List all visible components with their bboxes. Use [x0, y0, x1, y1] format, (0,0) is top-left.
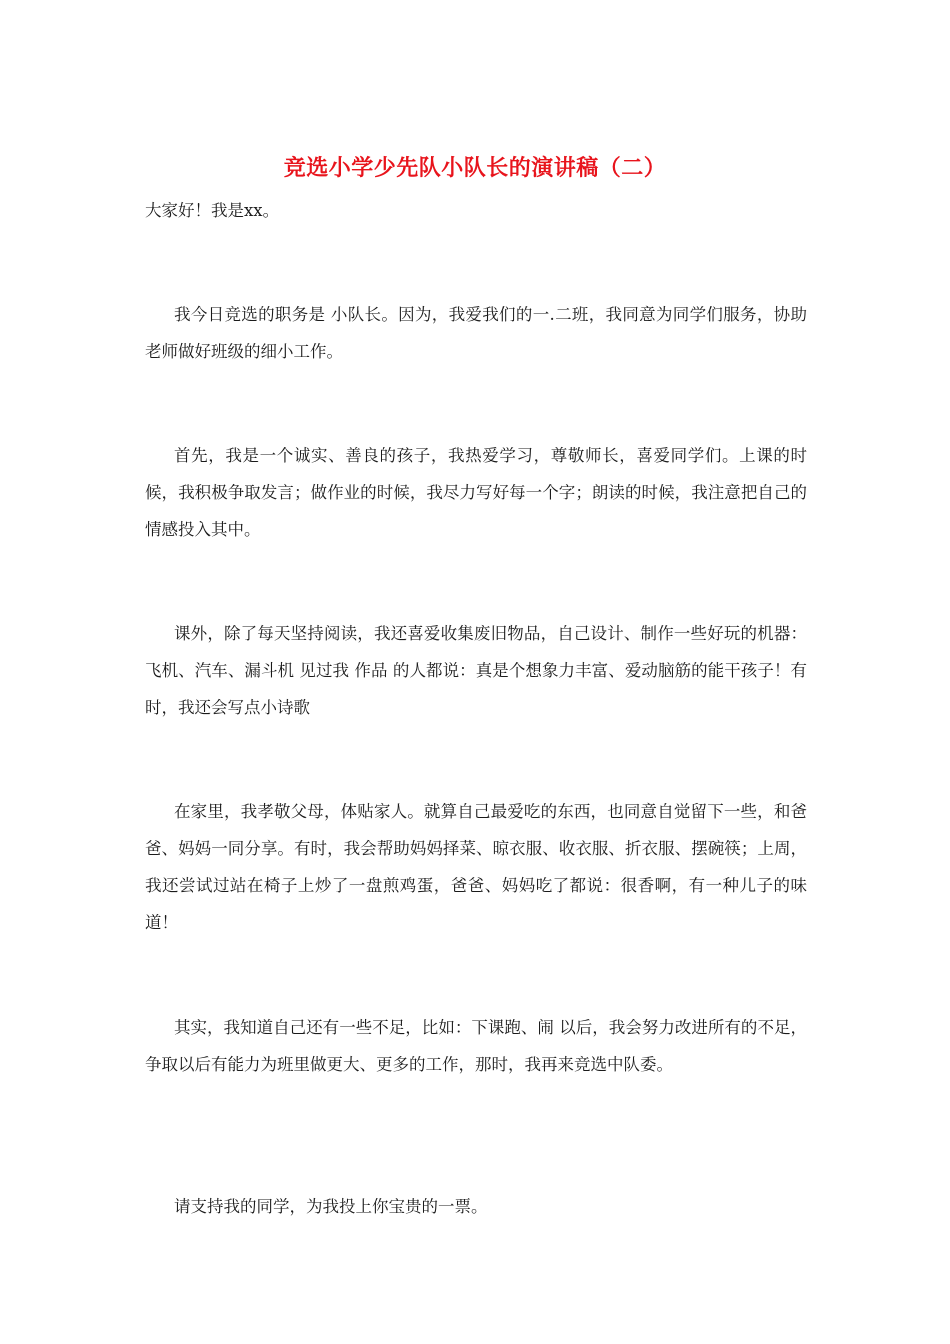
- greeting-line: 大家好！我是xx。: [145, 201, 280, 220]
- paragraph-candidacy: 我今日竞选的职务是 小队长。因为，我爱我们的一.二班，我同意为同学们服务，协助老师做好班级的细小工作。: [145, 305, 807, 361]
- document-title: 竞选小学少先队小队长的演讲稿（二）: [283, 155, 667, 181]
- paragraph-family: 在家里，我孝敬父母，体贴家人。就算自己最爱吃的东西，也同意自觉留下一些，和爸爸、妈妈一同分享。有时，我会帮助妈妈择菜、晾衣服、收衣服、折衣服、摆碗筷；上周，我还尝试过站在椅子上炒了一盘煎鸡蛋，爸爸、妈妈吃了都说：很香啊，有一种儿子的味道！: [145, 802, 807, 932]
- paragraph-hobbies: 课外，除了每天坚持阅读，我还喜爱收集废旧物品，自己设计、制作一些好玩的机器：飞机、汽车、漏斗机 见过我 作品 的人都说：真是个想象力丰富、爱动脑筋的能干孩子！有时，我还会写点小诗歌: [145, 624, 807, 717]
- paragraph-closing: 请支持我的同学，为我投上你宝贵的一票。: [174, 1197, 488, 1216]
- paragraph-shortcomings: 其实，我知道自己还有一些不足，比如：下课跑、闹 以后，我会努力改进所有的不足，争取以后有能力为班里做更大、更多的工作，那时，我再来竞选中队委。: [145, 1018, 807, 1074]
- paragraph-character: 首先，我是一个诚实、善良的孩子，我热爱学习，尊敬师长，喜爱同学们。上课的时候，我积极争取发言；做作业的时候，我尽力写好每一个字；朗读的时候，我注意把自己的情感投入其中。: [145, 446, 807, 539]
